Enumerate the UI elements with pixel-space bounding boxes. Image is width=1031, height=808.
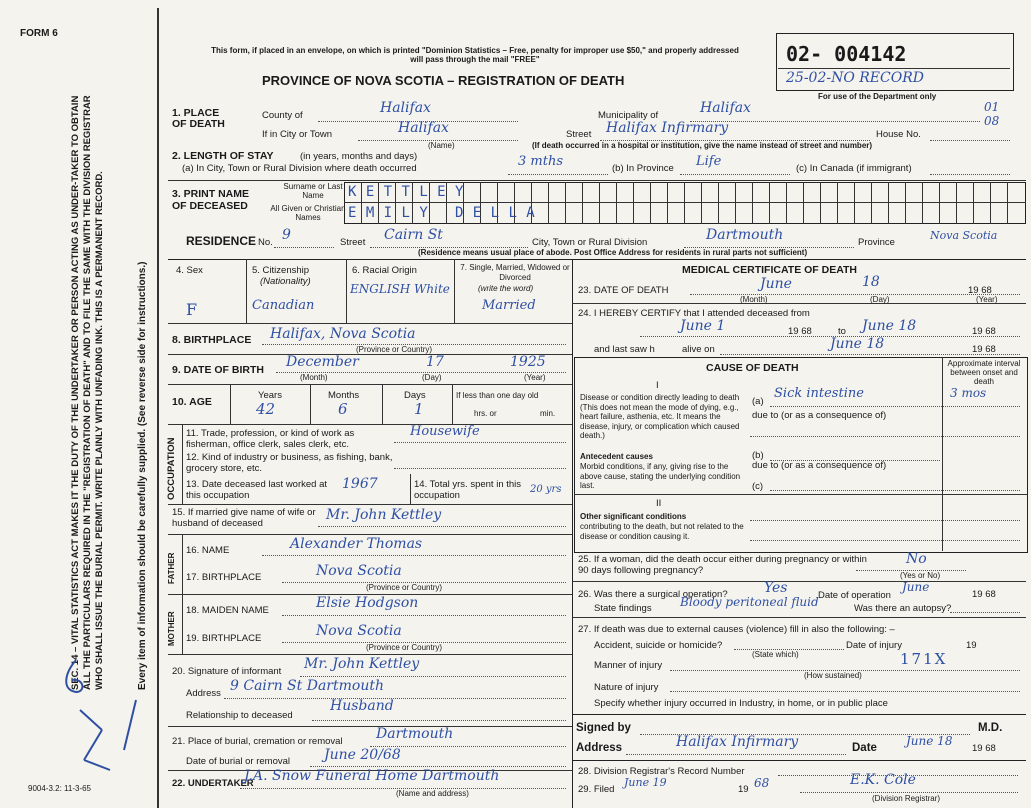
margin-instruction: Every item of information should be carefully supplied. (See reverse side for instructions.) [137, 261, 148, 690]
name-grid-divider [786, 182, 787, 224]
marital-status-value: Married [482, 298, 536, 313]
citizenship-value: Canadian [252, 298, 315, 313]
form-print-code: 9004-3.2: 11-3-65 [28, 784, 92, 793]
surname-value: KETTLEY [348, 184, 473, 200]
burial-date-value: June 20/68 [324, 747, 401, 763]
name-grid-divider [616, 182, 617, 224]
name-grid-divider [990, 182, 991, 224]
name-grid-divider [888, 182, 889, 224]
mother-birthplace-value: Nova Scotia [316, 623, 402, 639]
informant-signature-value: Mr. John Kettley [304, 656, 420, 672]
sex-value: F [186, 300, 198, 319]
racial-origin-value: ENGLISH White [350, 282, 450, 296]
death-year-value: 19 68 [968, 285, 992, 296]
mother-maiden-value: Elsie Hodgson [316, 595, 419, 611]
name-grid-divider [633, 182, 634, 224]
name-grid-divider [718, 182, 719, 224]
street-value: Halifax Infirmary [606, 120, 729, 136]
registration-code: 25-02-NO RECORD [786, 70, 924, 86]
physician-date-value: June 18 [906, 734, 953, 748]
name-grid-divider [871, 182, 872, 224]
death-registration-form: FORM 6 SEC. 14 – VITAL STATISTICS ACT MAKES IT THE DUTY OF THE UNDERTAKER OR PERSON ACTING AS UNDER-TAKER TO OBTAIN ALL THE PARTICULARS REQUIRED IN THE "REGISTRATION OF DEATH" AND TO FILE THE SAME WITH THE DIVISION REGISTRAR WHO SHALL ISSUE THE BURIAL PERMIT. WRITE PLAINLY WITH UNFADING INK. THIS IS A PERMANENT RECORD. Every item of information should be carefully supplied. (See reverse side for instructions.) 9004-3.2: 11-3-65 This form, if placed in an envelope, on which is printed "Dominion Statistics – Free, penalty for improper use $50," and properly addressed will pass through the mail "FREE" PROVINCE OF NOVA SCOTIA – REGISTRATION OF DEATH 02- 004142 25-02-NO RECORD For use of the Department only 01 08 1. PLACE OF DEATH County of Halifax Municipality of Halifax If in City or Town Halifax (Name) Street Halifax Infirmary House No. (If death occurred in a hospital or institution, give the name instead of street and number) 2. LENGTH OF STAY (in years, months and days) (a) In City, Town or Rural Division where death occurred 3 mths (b) In Province Life (c) In Canada (if immigrant) 3. PRINT NAME OF DECEASED Surname or Last Name All Given or Christian Names KETTLEY EMILY DELLA RESIDENCE No. 9 Street Cairn St City, Town or Rural Division Dartmouth Province Nova Scotia (Residence means usual place of abode. Post Office Address for residents in rural parts not sufficient) 4. Sex F 5. Citizenship (Nationality) Canadian 6. Racial Origin ENGLISH White 7. Single, Married, Widowed or Divorced (write the word) Married 8. BIRTHPLACE Halifax, Nova Scotia (Province or Country) 9. DATE OF BIRTH December 17 1925 (Month) (Day) (Year) 10. AGE Years Months Days If less than one day old hrs. or min. 42 6 1 OCCUPATION 11. Trade, profession, or kind of work as fisherman, office clerk, sales clerk, etc. Housewife 12. Kind of industry or business, as fishing, bank, grocery store, etc. 13. Date deceased last worked at this occupation 1967 14. Total yrs. spent in this occupation 20 yrs 15. If married give name of wife or husband of deceased Mr. John Kettley FATHER 16. NAME Alexander Thomas 17. BIRTHPLACE Nova Scotia (Province or Country) MOTHER 18. MAIDEN NAME Elsie Hodgson 19. BIRTHPLACE Nova Scotia (Province or Country) 20. Signature of informant Mr. John Kettley Address 9 Cairn St Dartmouth Relationship to deceased Husband 21. Place of burial, cremation or removal Dartmouth Date of burial or removal June 20/68 22. UNDERTAKER J.A. Snow Funeral Home Dartmouth (Name and address) MEDICAL CERTIFICATE OF DEATH 23. DATE OF DEATH June 18 19 68 (Month) (Day) (Year) 24. I HEREBY CERTIFY that I attended deceased from June 1 19 68 to June 18 19 68 and last saw h alive on June 18 19 68 CAUSE OF DEATH Approximate interval between onset and death I Disease or condition directly leading to death (This does not mean the mode of dying, e.g., heart failure, asthenia, etc. It means the disease, injury, or complication which caused death.) (a) Sick intestine 3 mos due to (or as a consequence of) (b) due to (or as a consequence of) (c) Antecedent causes Morbid conditions, if any, giving rise to the above cause, stating the underlying condition last. II Other significant conditions contributing to the death, but not related to the disease or condition causing it. 25. If a woman, did the death occur either during pregnancy or within 90 days following pregnancy? No (Yes or No) 26. Was there a surgical operation? Yes Date of operation June 19 68 State findings Bloody peritoneal fluid Was there an autopsy? 27. If death was due to external causes (violence) fill in also the following: – Accident, suicide or homicide? (State which) Date of injury 19 Manner of injury 171X (How sustained) Nature of injury Specify whether injury occurred in Industry, in home, or in public place Signed by M.D. Address Halifax Infirmary Date June 18 19 68 28. Division Registrar's Record Number 29. Filed June 19 19 68 E.K. Cole (Division Registrar) [0, 0, 1031, 808]
dob-day-value: 17 [426, 354, 444, 370]
age-months-value: 6 [338, 400, 348, 418]
father-name-value: Alexander Thomas [290, 536, 423, 552]
filed-date-value: June 19 [624, 776, 667, 789]
residence-no-value: 9 [282, 227, 291, 243]
form-id: FORM 6 [20, 28, 58, 39]
name-grid-divider [837, 182, 838, 224]
name-grid-divider [820, 182, 821, 224]
registration-number: 02- 004142 [786, 42, 907, 66]
name-label: 3. PRINT NAME OF DECEASED [172, 188, 250, 212]
envelope-note: This form, if placed in an envelope, on which is printed "Dominion Statistics – Free, penalty for improper use $50," and properly addressed will pass through the mail "FREE" [211, 46, 739, 64]
years-in-occupation-value: 20 yrs [530, 484, 562, 495]
surgery-findings-value: Bloody peritoneal fluid [680, 595, 819, 609]
municipality-value: Halifax [700, 100, 751, 116]
dept-use-label: For use of the Department only [818, 92, 937, 101]
stay-province-value: Life [696, 154, 722, 169]
physician-address-value: Halifax Infirmary [676, 734, 799, 750]
last-seen-value: June 18 [830, 336, 885, 352]
undertaker-value: J.A. Snow Funeral Home Dartmouth [244, 768, 500, 784]
age-days-value: 1 [414, 400, 424, 418]
margin-legal-text: SEC. 14 – VITAL STATISTICS ACT MAKES IT THE DUTY OF THE UNDERTAKER OR PERSON ACTING AS UNDER-TAKER TO OBTAIN ALL THE PARTICULARS REQUIRED IN THE "REGISTRATION OF DEATH" AND TO FILE THE SAME WITH THE DIVISION REGISTRAR WHO SHALL ISSUE THE BURIAL PERMIT. WRITE PLAINLY WITH UNFADING INK. THIS IS A PERMANENT RECORD. [70, 95, 105, 690]
informant-relationship-value: Husband [330, 698, 394, 714]
margin-rule [157, 8, 159, 808]
name-grid-divider [582, 182, 583, 224]
stay-city-value: 3 mths [518, 154, 563, 169]
surgery-value: Yes [764, 580, 788, 596]
name-grid-divider [803, 182, 804, 224]
city-value: Halifax [398, 120, 449, 136]
death-month-value: June [760, 276, 792, 292]
county-value: Halifax [380, 100, 431, 116]
residence-province-value: Nova Scotia [930, 229, 998, 242]
informant-address-value: 9 Cairn St Dartmouth [230, 678, 384, 694]
cause-a-interval: 3 mos [950, 386, 987, 400]
name-grid-divider [956, 182, 957, 224]
name-grid-divider [854, 182, 855, 224]
name-grid-divider [752, 182, 753, 224]
attended-to-value: June 18 [862, 318, 917, 334]
name-grid-divider [769, 182, 770, 224]
operation-date-value: June [902, 580, 930, 594]
dob-month-value: December [286, 354, 359, 370]
birthplace-value: Halifax, Nova Scotia [270, 326, 416, 342]
name-grid-divider [548, 182, 549, 224]
death-day-value: 18 [862, 274, 880, 290]
cause-title: CAUSE OF DEATH [706, 362, 799, 374]
father-birthplace-value: Nova Scotia [316, 563, 402, 579]
name-grid-divider [684, 182, 685, 224]
occupation-value: Housewife [410, 424, 480, 439]
name-grid-divider [599, 182, 600, 224]
residence-city-value: Dartmouth [706, 227, 784, 243]
given-names-value: EMILY DELLA [348, 205, 545, 221]
form-title: PROVINCE OF NOVA SCOTIA – REGISTRATION OF DEATH [262, 73, 625, 88]
name-grid-divider [939, 182, 940, 224]
pregnancy-value: No [906, 551, 927, 567]
attended-from-value: June 1 [680, 318, 726, 334]
place-label: 1. PLACE OF DEATH [172, 107, 225, 130]
manner-code-value: 171X [900, 650, 948, 668]
burial-place-value: Dartmouth [376, 726, 454, 742]
name-grid-divider [565, 182, 566, 224]
spouse-value: Mr. John Kettley [326, 507, 442, 523]
name-grid-divider [905, 182, 906, 224]
division-registrar-signature: E.K. Cole [850, 772, 916, 788]
filed-year-value: 68 [754, 776, 770, 790]
medical-certificate-title: MEDICAL CERTIFICATE OF DEATH [682, 264, 857, 276]
name-grid-divider [1007, 182, 1008, 224]
name-grid-divider [701, 182, 702, 224]
name-grid-divider [973, 182, 974, 224]
name-grid-divider [922, 182, 923, 224]
name-grid-divider [667, 182, 668, 224]
margin-pen-marks [40, 630, 150, 800]
cause-a-value: Sick intestine [774, 386, 864, 401]
name-grid-divider [735, 182, 736, 224]
last-worked-value: 1967 [342, 476, 378, 492]
name-grid-divider [650, 182, 651, 224]
residence-street-value: Cairn St [384, 227, 443, 243]
dept-number: 01 08 [984, 100, 1000, 128]
dob-year-value: 1925 [510, 354, 546, 370]
age-years-value: 42 [256, 400, 276, 418]
